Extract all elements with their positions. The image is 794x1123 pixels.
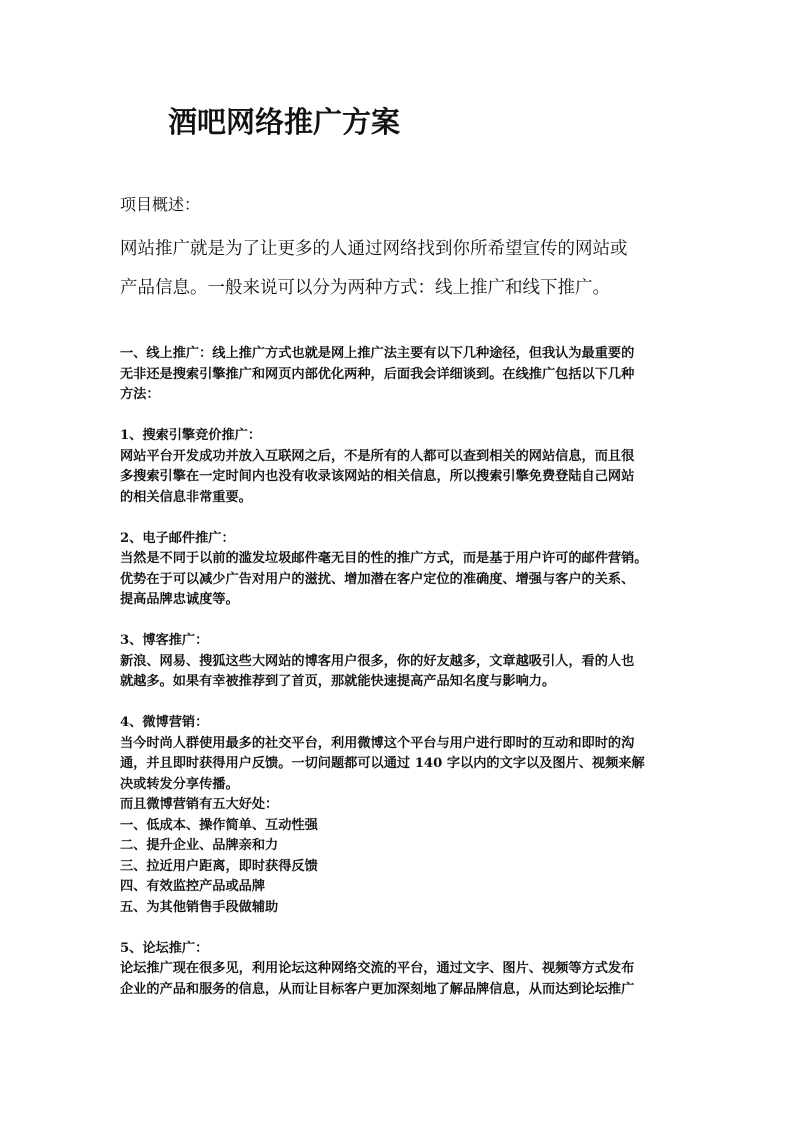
weibo-benefit: 五、为其他销售手段做辅助 [120, 899, 279, 915]
weibo-line: 当今时尚人群使用最多的社交平台，利用微博这个平台与用户进行即时的互动和即时的沟 [120, 735, 635, 751]
online-line: 一、线上推广：线上推广方式也就是网上推广法主要有以下几种途径，但我认为最重要的 [120, 346, 635, 361]
intro-line: 产品信息。一般来说可以分为两种方式：线上推广和线下推广。 [120, 278, 610, 298]
forum-line: 论坛推广现在很多见，利用论坛这种网络交流的平台，通过文字、图片、视频等方式发布 [120, 961, 635, 976]
intro-line: 网站推广就是为了让更多的人通过网络找到你所希望宣传的网站或 [120, 239, 628, 259]
weibo-line: 通，并且即时获得用户反馈。一切问题都可以通过 140 字以内的文字以及图片、视频来解 [120, 756, 645, 771]
weibo-benefit: 二、提升企业、品牌亲和力 [120, 838, 279, 853]
overview-label: 项目概述： [120, 195, 201, 214]
weibo-benefit: 四、有效监控产品或品牌 [120, 879, 266, 894]
forum-heading: 5、论坛推广： [120, 940, 209, 956]
weibo-benefit: 一、低成本、操作简单、互动性强 [120, 817, 318, 833]
blog-line: 新浪、网易、搜狐这些大网站的博客用户很多，你的好友越多，文章越吸引人，看的人也 [120, 653, 635, 669]
search-line: 多搜索引擎在一定时间内也没有收录该网站的相关信息，所以搜索引擎免费登陆自己网站 [120, 469, 635, 484]
email-heading: 2、电子邮件推广： [120, 530, 235, 546]
weibo-line: 决或转发分享传播。 [120, 776, 239, 792]
search-line: 的相关信息非常重要。 [120, 489, 252, 505]
document-body [120, 344, 680, 1000]
document-title: 酒吧网络推广方案 [168, 105, 401, 139]
online-line: 方法： [120, 387, 160, 402]
search-heading: 1、搜索引擎竞价推广： [120, 428, 262, 443]
weibo-heading: 4、微博营销： [120, 715, 209, 730]
blog-line: 就越多。如果有幸被推荐到了首页，那就能快速提高产品知名度与影响力。 [120, 674, 556, 689]
weibo-benefit: 三、拉近用户距离，即时获得反馈 [120, 858, 318, 874]
intro-paragraph [120, 230, 680, 308]
weibo-line: 而且微博营销有五大好处： [120, 797, 279, 812]
blog-heading: 3、博客推广： [120, 633, 209, 648]
forum-line: 企业的产品和服务的信息，从而让目标客户更加深刻地了解品牌信息，从而达到论坛推广 [120, 981, 635, 997]
email-line: 当然是不同于以前的滥发垃圾邮件毫无目的性的推广方式，而是基于用户许可的邮件营销。 [120, 551, 648, 566]
email-line: 优势在于可以减少广告对用户的滋扰、增加潜在客户定位的准确度、增强与客户的关系、 [120, 571, 635, 587]
online-line: 无非还是搜索引擎推广和网页内部优化两种，后面我会详细谈到。在线推广包括以下几种 [120, 366, 635, 382]
search-line: 网站平台开发成功并放入互联网之后，不是所有的人都可以查到相关的网站信息，而且很 [120, 448, 635, 464]
email-line: 提高品牌忠诚度等。 [120, 592, 239, 607]
